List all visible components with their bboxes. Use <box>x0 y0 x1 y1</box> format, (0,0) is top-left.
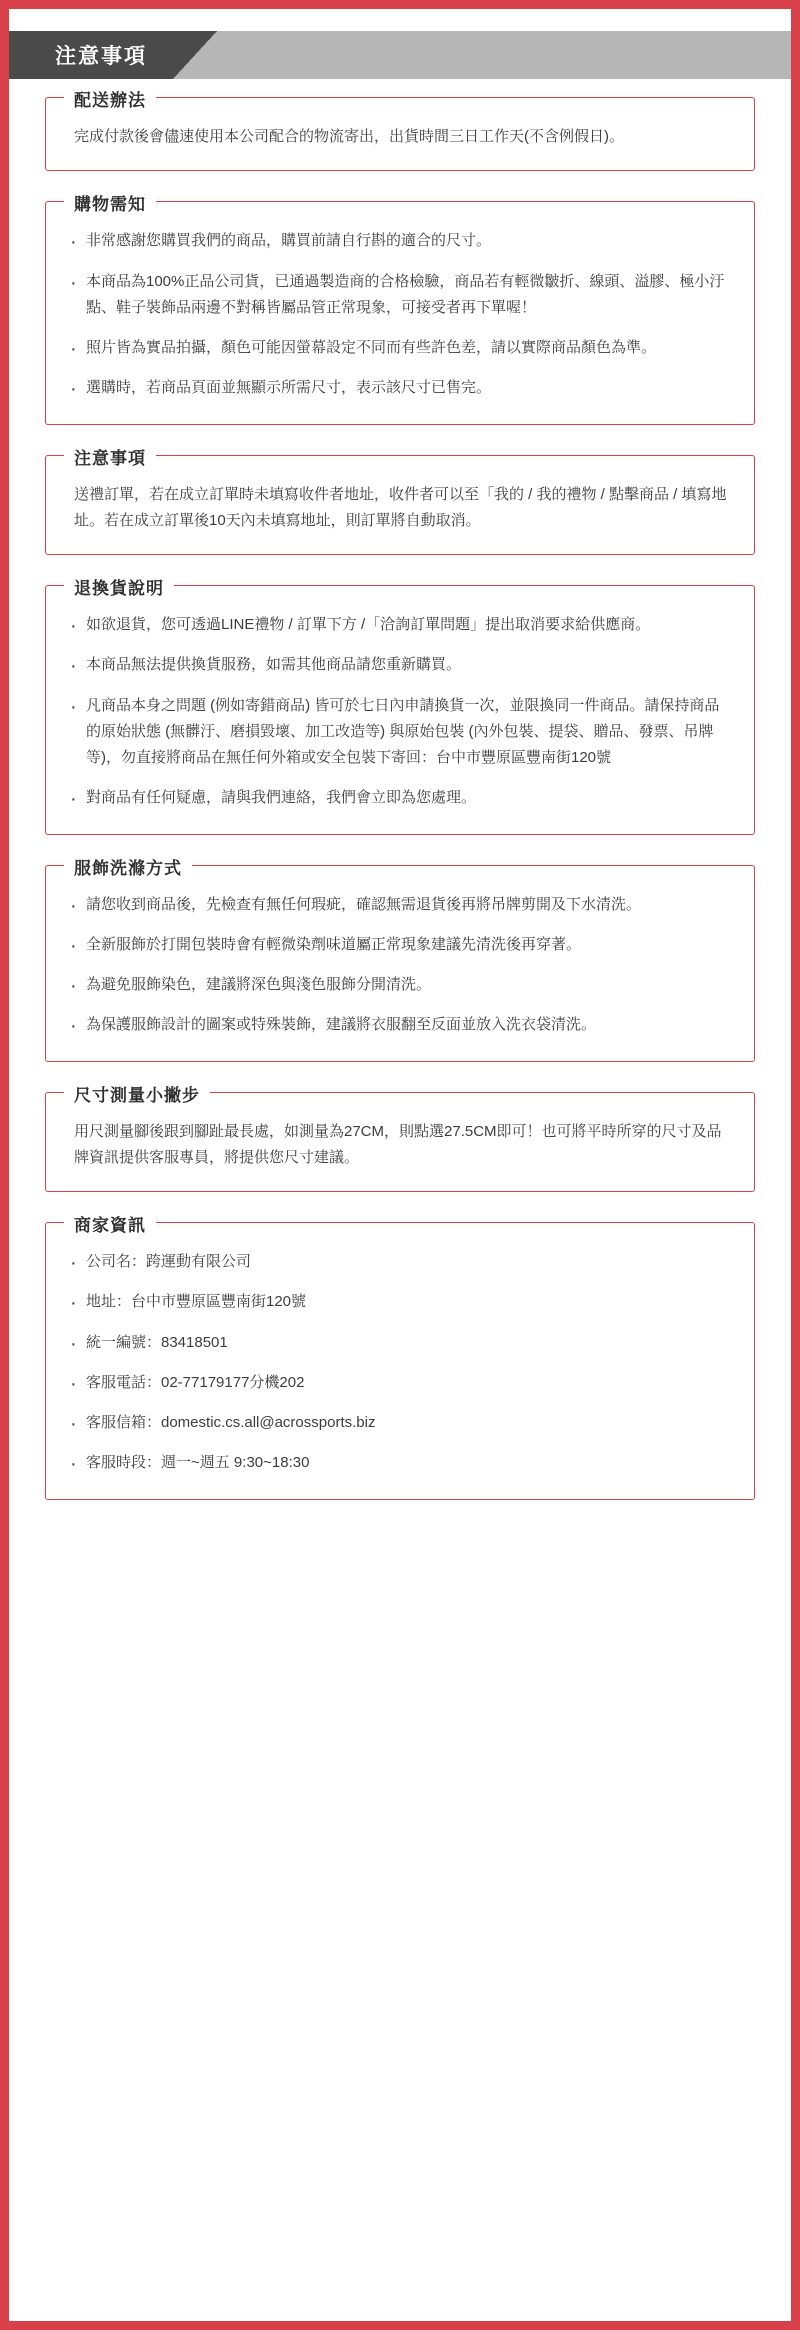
section-shopping-notes <box>45 195 755 424</box>
section-title: 商家資訊 <box>64 1211 156 1236</box>
section-merchant-info <box>45 1216 755 1500</box>
section-body-text: 用尺測量腳後跟到腳趾最長處，如測量為27CM，則點選27.5CM即可！也可將平時所穿的尺寸及品牌資訊提供客服專員，將提供您尺寸建議。 <box>74 1122 722 1166</box>
list-item-email: · 客服信箱：domestic.cs.all@acrossports.biz <box>68 1410 732 1436</box>
section-attention <box>45 448 755 556</box>
list-item-service-hours: · 客服時段：週一~週五 9:30~18:30 <box>68 1450 732 1476</box>
banner-light-bar <box>217 31 791 79</box>
section-washing <box>45 858 755 1062</box>
section-body-text: 送禮訂單，若在成立訂單時未填寫收件者地址，收件者可以至「我的 / 我的禮物 / 點擊商品 / 填寫地址。若在成立訂單後10天內未填寫地址，則訂單將自動取消。 <box>74 485 727 529</box>
list-item: · 請您收到商品後，先檢查有無任何瑕疵，確認無需退貨後再將吊牌剪開及下水清洗。 <box>68 892 732 918</box>
list-item: · 本商品無法提供換貨服務，如需其他商品請您重新購買。 <box>68 652 732 678</box>
section-title: 注意事項 <box>64 444 156 469</box>
list-item: · 照片皆為實品拍攝，顏色可能因螢幕設定不同而有些許色差，請以實際商品顏色為準。 <box>68 335 732 361</box>
list-item: · 本商品為100%正品公司貨，已通過製造商的合格檢驗，商品若有輕微皺折、線頭、溢膠、極小汙點、鞋子裝飾品兩邊不對稱皆屬品管正常現象，可接受者再下單喔！ <box>68 269 732 322</box>
list-item: · 為保護服飾設計的圖案或特殊裝飾，建議將衣服翻至反面並放入洗衣袋清洗。 <box>68 1012 732 1038</box>
list-item-address: · 地址：台中市豐原區豐南街120號 <box>68 1289 732 1315</box>
bullet-list <box>68 1249 732 1477</box>
section-delivery <box>45 91 755 171</box>
bullet-list <box>68 612 732 812</box>
section-body-text: 完成付款後會儘速使用本公司配合的物流寄出，出貨時間三日工作天(不含例假日)。 <box>74 128 624 145</box>
list-item: · 為避免服飾染色，建議將深色與淺色服飾分開清洗。 <box>68 972 732 998</box>
list-item: · 非常感謝您購買我們的商品，購買前請自行斟的適合的尺寸。 <box>68 228 732 254</box>
banner-title-block <box>9 31 173 79</box>
list-item: · 全新服飾於打開包裝時會有輕微染劑味道屬正常現象建議先清洗後再穿著。 <box>68 932 732 958</box>
bullet-list <box>68 892 732 1039</box>
page-banner <box>9 31 791 79</box>
list-item: · 如欲退貨，您可透過LINE禮物 / 訂單下方 /「洽詢訂單問題」提出取消要求給供應商。 <box>68 612 732 638</box>
section-returns <box>45 579 755 835</box>
list-item: · 選購時，若商品頁面並無顯示所需尺寸，表示該尺寸已售完。 <box>68 375 732 401</box>
list-item: · 凡商品本身之問題 (例如寄錯商品) 皆可於七日內申請換貨一次，並限換同一件商品。請保持商品的原始狀態 (無髒汙、磨損毀壞、加工改造等) 與原始包裝 (內外包裝、提袋、贈品、發票、吊牌等)，勿直接將商品在無任何外箱或安全包裝下寄回：台中市豐原區豐南街120號 <box>68 693 732 772</box>
banner-wedge <box>173 31 217 79</box>
bullet-list <box>68 228 732 401</box>
list-item-phone: · 客服電話：02-77179177分機202 <box>68 1370 732 1396</box>
section-title: 服飾洗滌方式 <box>64 854 192 879</box>
section-title: 購物需知 <box>64 190 156 215</box>
page-title: 注意事項 <box>55 45 147 68</box>
sections-container <box>9 79 791 1570</box>
section-title: 退換貨說明 <box>64 574 174 599</box>
section-size-tips <box>45 1085 755 1193</box>
list-item-tax-id: · 統一編號：83418501 <box>68 1330 732 1356</box>
list-item: · 對商品有任何疑慮，請與我們連絡，我們會立即為您處理。 <box>68 785 732 811</box>
section-title: 配送辦法 <box>64 86 156 111</box>
section-title: 尺寸測量小撇步 <box>64 1081 210 1106</box>
list-item-company-name: · 公司名：跨運動有限公司 <box>68 1249 732 1275</box>
